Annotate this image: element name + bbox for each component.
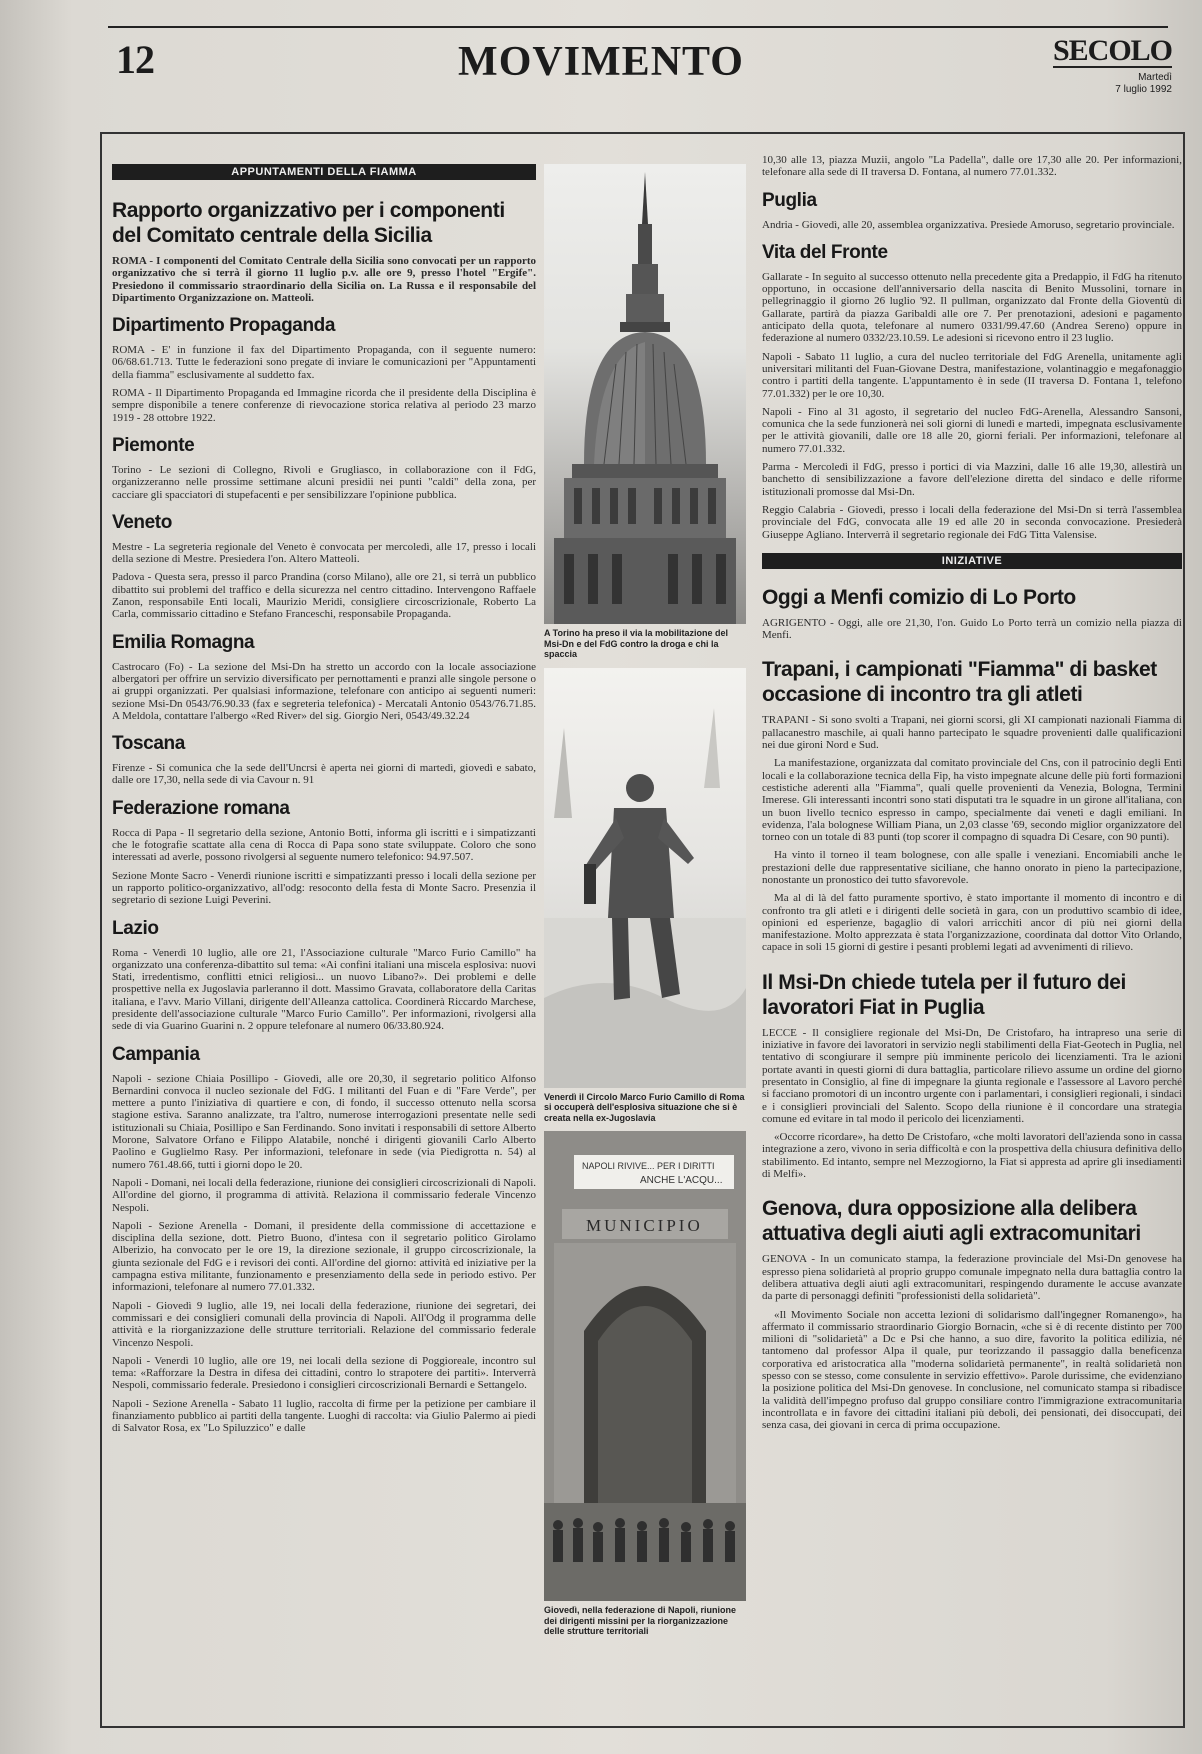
- masthead-date: [1053, 72, 1172, 96]
- appuntamenti-bar: APPUNTAMENTI DELLA FIAMMA: [112, 164, 536, 180]
- article-body: «Il Movimento Sociale non accetta lezioni di solidarismo dall'ingegner Romanengo», ha affermato il commissario straordinario Giorgio Bornacin, «che si è di recente distinto per 700 milioni di "solidarietà" a Dc e Psi che hanno, a suo dire, favorito la politica edilizia, né tantomeno dal professor Alpa il quale, pur teorizzando il passaggio dalla beneficenza corporativa ed aristocratica alla "moderna solidarietà permanente", in realtà solidarietà non spesso con se stesso, come consulente in servizio effettivo». Parole durissime, che evidenziano la posizione politica del Msi-Dn genovese. In conclusione, nel comunicato stampa si ribadisce la validità dell'impegno profuso dal gruppo consiliare contro l'immigrazione extracomunitaria incontrollata e in favore dei cittadini italiani più deboli, dei pensionati, dei disoccupati, dei senza casa, dei giovani in cerca di prima occupazione.: [762, 1308, 1182, 1432]
- iniziative-bar: INIZIATIVE: [762, 553, 1182, 569]
- section-heading: Lazio: [112, 917, 159, 939]
- section-heading: Dipartimento Propaganda: [112, 315, 336, 337]
- photo-column: [544, 164, 746, 1645]
- photo-municipio-napoli: [544, 1131, 746, 1601]
- page-number: 12: [116, 37, 154, 82]
- article-body: ROMA - E' in funzione il fax del Dipartimento Propaganda, con il seguente numero: 06/68.61.713. Tutte le federazioni sono pregate di inviare le comunicazioni per "Appuntamenti della fiamma" esclusivamente al suddetto fax.: [112, 344, 536, 381]
- article-body: La manifestazione, organizzata dal comitato provinciale del Cns, con il patrocinio degli Enti locali e la collaborazione tecnica della Fip, ha visto impegnate alcune delle più forti formazioni cestistiche aderenti alla "Fiamma", quali quelle provenienti da Venezia, Bologna, Termini Imerese. Gli interessanti incontri sono stati disputati tra le squadre in un girone all'italiana, con un buon livello tecnico espresso in campo, specialmente dai veneti e dagli emiliani. In evidenza, l'ala bolognese William Piana, un 2,03 classe '69, secondo miglior organizzatore del torneo con un totale di 83 punti (top scorer il compagno di squadra Di Cesare, con 90 punti).: [762, 757, 1182, 844]
- article-body: Napoli - Sezione Arenella - Sabato 11 luglio, raccolta di firme per la petizione per cambiare il finanziamento pubblico ai partiti della tangente. Luoghi di raccolta: via Giulio Palermo ai piedi di Salvator Rosa, ex "Lo Spiluzzico" e dalle: [112, 1397, 536, 1435]
- article-body: Napoli - Giovedì 9 luglio, alle 19, nei locali della federazione, riunione dei segretari, dei commissari e dei consiglieri comunali della provincia di Napoli. All'Odg il programma delle attività e la riorganizzazione delle strutture territoriali. Relazione del commissario federale Vincenzo Nespoli.: [112, 1299, 536, 1349]
- article-title: Rapporto organizzativo per i componenti del Comitato centrale della Sicilia: [112, 199, 505, 247]
- mole-antonelliana-image: [544, 164, 746, 624]
- photo-soldier: [544, 668, 746, 1088]
- article-body: Andria - Giovedì, alle 20, assemblea organizzativa. Presiede Amoruso, segretario provinciale.: [762, 218, 1175, 231]
- article-body: Firenze - Si comunica che la sede dell'Uncrsi è aperta nei giorni di martedì, giovedì e sabato, dalle ore 17,30, nella sede di via Cavour n. 91: [112, 762, 536, 787]
- article-body: «Occorre ricordare», ha detto De Cristofaro, «che molti lavoratori dell'azienda sono in cassa integrazione a zero, vivono in seria difficoltà e con la prospettiva della chiusura definitiva dello stabilimento. Ed intanto, sempre nel Mezzogiorno, la Fiat si appresta ad aprire gli insediamenti di Melfi».: [762, 1131, 1182, 1181]
- article-body: Sezione Monte Sacro - Venerdì riunione iscritti e simpatizzanti presso i locali della sezione per un rapporto politico-organizzativo, all'odg: resoconto della festa di Monte Sacro. Presenzia il segretario di sezione Luigi Peverini.: [112, 869, 536, 907]
- article-body: Torino - Le sezioni di Collegno, Rivoli e Grugliasco, in collaborazione con il FdG, organizzeranno nelle prossime settimane alcuni presidii nei punti "caldi" della zona, per cacciare gli spacciatori di stupefacenti e per sensibilizzare l'opinione pubblica.: [112, 463, 536, 501]
- municipio-sign: MUNICIPIO: [586, 1216, 703, 1235]
- banner-text-2: ANCHE L'ACQU...: [640, 1175, 723, 1186]
- section-heading: Piemonte: [112, 434, 195, 456]
- article-body: Reggio Calabria - Giovedì, presso i locali della federazione del Msi-Dn si terrà l'assemblea provinciale del FdG, convocata alle 19 ed alle 20 in seconda convocazione. Presiederà Giuseppe Agliano. Interverrà il segretario regionale dei FdG Titta Valensise.: [762, 503, 1182, 541]
- article-body: Ma al di là del fatto puramente sportivo, è stato importante il momento di incontro e di confronto tra gli atleti e i dirigenti delle società in gara, con un produttivo scambio di idee, opinioni ed esperienze, bagaglio di valori arricchiti ancor di più nei giorni della manifestazione. Molto apprezzata è stata l'organizzazione, coordinata dal dottor Vito Orlando, capace in soli 15 giorni di gestire i pesanti problemi legati ad avvenimenti di rilievo.: [762, 892, 1182, 954]
- article-body: Napoli - Venerdì 10 luglio, alle ore 19, nei locali della sezione di Poggioreale, incontro sul tema: «Rafforzare la Destra in difesa dei cittadini, contro lo strapotere dei partiti». Interverrà Nespoli, commissario federale. Presiedono i consiglieri circoscrizionali Bernardi e Settangelo.: [112, 1354, 536, 1392]
- article-body: GENOVA - In un comunicato stampa, la federazione provinciale del Msi-Dn genovese ha espresso piena solidarietà al proprio gruppo comunale impegnato nella dura battaglia contro la delibera attuativa degli aiuti agli extracomunitari, respingendo duramente le accuse avanzate da parte di personaggi definiti "professionisti della solidarietà".: [762, 1253, 1182, 1303]
- soldier-image: [544, 668, 746, 1088]
- section-heading: Puglia: [762, 189, 817, 211]
- article-body: 10,30 alle 13, piazza Muzii, angolo "La Padella", dalle ore 17,30 alle 20. Per informazioni, telefonare alla sede di II traversa D. Fontana, al numero 77.01.332.: [762, 154, 1182, 179]
- article-body: Napoli - sezione Chiaia Posillipo - Giovedì, alle ore 20,30, il segretario politico Alfonso Bernardini convoca il nucleo sezionale del FdG. I militanti del Fuan e di "Fare Verde", per mettere a punto l'iniziativa di quartiere e con, di fondo, il successo ottenuto nella scorsa stagione estiva. Saranno analizzate, tra l'altro, numerose interrogazioni presentate nelle sedi istituzionali su Chiaia, Posillipo e San Ferdinando. Sono invitati i responsabili di settore Alberto Morone, Salvatore Orfano e Filippo Alatabile, nonché i dirigenti giovanili Carlo Alberto Paolino e Guglielmo Rasy. Per informazioni, telefonare in sede (via Piedigrotta n. 54) al numero 761.48.66, tutti i giorni dopo le 20.: [112, 1072, 536, 1171]
- photo-caption: A Torino ha preso il via la mobilitazione del Msi-Dn e del FdG contro la droga e chi la spaccia: [544, 628, 729, 659]
- masthead-date-text: 7 luglio 1992: [1115, 84, 1172, 95]
- section-heading: Emilia Romagna: [112, 631, 255, 653]
- masthead-day: Martedì: [1138, 72, 1172, 83]
- article-body: Mestre - La segreteria regionale del Veneto è convocata per mercoledì, alle 17, presso i locali della sezione di Mestre. Presiedera l'on. Altero Matteoli.: [112, 540, 536, 566]
- article-body: ROMA - Il Dipartimento Propaganda ed Immagine ricorda che il presidente della Disciplina è sempre disponibile a tenere conferenze di rievocazione storica relativa al periodo 23 marzo 1919 - 28 ottobre 1922.: [112, 387, 536, 424]
- article-title: Genova, dura opposizione alla delibera attuativa degli aiuti agli extracomunitari: [762, 1197, 1141, 1246]
- article-body: Parma - Mercoledì il FdG, presso i portici di via Mazzini, dalle 16 alle 19,30, allestirà un banchetto di sensibilizzazione a favore dell'elezione diretta del sindaco e delle riforme istituzionali promosse dal Msi-Dn.: [762, 461, 1182, 498]
- article-body: Rocca di Papa - Il segretario della sezione, Antonio Botti, informa gli iscritti e i simpatizzanti che le fotografie scattate alla cena di Rocca di Papa sono state sviluppate. Coloro che sono interessati ad averle, possono rivolgersi al seguente numero telefonico: 94.97.507.: [112, 826, 536, 864]
- photo-mole-antonelliana: [544, 164, 746, 624]
- photo-caption: Venerdì il Circolo Marco Furio Camillo di Roma si occuperà dell'esplosiva situazione che si è creata nella ex-Jugoslavia: [544, 1091, 745, 1123]
- banner-text-1: NAPOLI RIVIVE... PER I DIRITTI: [582, 1161, 715, 1171]
- section-heading: Toscana: [112, 733, 185, 755]
- article-body: Napoli - Sezione Arenella - Domani, il presidente della commissione di accettazione e disciplina della sezione, dott. Pietro Buono, d'intesa con il segretario politico Girolamo Alberizio, ha convocato per le ore 19, la direzione sezionale, il gruppo circoscrizionale, la giunta sezionale del FdG e i revisori dei conti. All'ordine del giorno: attività ed iniziative per la campagna estiva militante, funzionamento e presenziamento della sede in periodo estivo. Per informazioni, telefonare al numero 77.01.332.: [112, 1219, 536, 1294]
- article-body: Ha vinto il torneo il team bolognese, con alle spalle i veneziani. Encomiabili anche le prestazioni delle due rappresentative siciliane, che hanno onorato in pieno la partecipazione, nonostante un pronostico dei tutto sfavorevole.: [762, 849, 1182, 886]
- section-heading: Campania: [112, 1043, 200, 1065]
- article-body: Gallarate - In seguito al successo ottenuto nella precedente gita a Predappio, il FdG ha ritenuto opportuno, in occasione dell'anniversario della nascita di Benito Mussolini, tornare in pellegrinaggio il giorno 26 luglio '92. Il pullman, organizzato dal Fronte della Gioventù di Gallarate, partirà da piazza Garibaldi alle ore 7. Per prenotazioni, adesioni e pagamento anticipato della quota, telefonare al numero 0331/99.47.60 (Andrea Sereno) oppure in federazione al numero 0332/23.10.59. Le adesioni si ricevono entro il 23 luglio.: [762, 270, 1182, 345]
- page-frame: [100, 132, 1185, 1728]
- article-body: AGRIGENTO - Oggi, alle ore 21,30, l'on. Guido Lo Porto terrà un comizio nella piazza di Menfi.: [762, 616, 1182, 642]
- article-body: ROMA - I componenti del Comitato Centrale della Sicilia sono convocati per un rapporto organizzativo che si terrà il giorno 11 luglio p.v. alle ore 9, presso l'hotel "Ergife". Presiedono il commissario straordinario della Sicilia on. La Russa e il responsabile del Dipartimento Organizzazione on. Matteoli.: [112, 255, 536, 304]
- article-body: Castrocaro (Fo) - La sezione del Msi-Dn ha stretto un accordo con la locale associazione albergatori per offrire un servizio diversificato per pernottamenti e pranzi alle singole persone o ai gruppi organizzati. Per qualsiasi informazione, telefonare con anticipo ai seguenti numeri: sezione Msi-Dn 0543/76.90.33 (fax e segreteria telefonica) - Mercatali Antonio 0543/76.71.85. A Meldola, contattare l'albergo «Red River» del sig. Giorgio Neri, 0543/49.32.24: [112, 660, 536, 722]
- article-title: Trapani, i campionati "Fiamma" di basket occasione di incontro tra gli atleti: [762, 658, 1157, 707]
- article-body: LECCE - Il consigliere regionale del Msi-Dn, De Cristofaro, ha intrapreso una serie di iniziative in favore dei lavoratori in servizio negli stabilimenti della Fiat-Geotech in Puglia, nel tentativo di scongiurare il sempre più imminente pericolo dei licenziamenti. Tra le azioni portate avanti in questi giorni di dura battaglia, particolare rilievo assume un ordine del giorno presentato in Consiglio, al fine di impegnare la giunta regionale e l'assessore al Lavoro perché si facciano promotori di un incontro urgente con i parlamentari, i consiglieri regionali, i sindaci e i consiglieri provinciali del Salento. Scopo della riunione è il concordare una strategia comune ed evitare in tal modo il pericolo dei licenziamenti.: [762, 1026, 1182, 1125]
- article-body: Napoli - Fino al 31 agosto, il segretario del nucleo FdG-Arenella, Alessandro Sansoni, comunica che la sede funzionerà nei soli giorni di lunedì e martedì, impegnata esclusivamente per le attività giovanili, dalle ore 18 alle 20, giorni feriali. Per informazioni, telefonare al numero 77.01.332.: [762, 405, 1182, 455]
- section-heading: Veneto: [112, 511, 172, 533]
- article-title: Il Msi-Dn chiede tutela per il futuro dei lavoratori Fiat in Puglia: [762, 970, 1126, 1019]
- article-body: Napoli - Domani, nei locali della federazione, riunione dei consiglieri circoscrizionali di Napoli. All'ordine del giorno, il programma di attività. Relaziona il commissario federale Vincenzo Nespoli.: [112, 1176, 536, 1214]
- header-rule: [108, 26, 1168, 28]
- article-body: TRAPANI - Si sono svolti a Trapani, nei giorni scorsi, gli XI campionati nazionali Fiamma di pallacanestro maschile, ai quali hanno partecipato le squadre provenienti dalle qualificazioni nei due gironi Nord e Sud.: [762, 714, 1182, 752]
- article-body: Roma - Venerdì 10 luglio, alle ore 21, l'Associazione culturale "Marco Furio Camillo" ha organizzato una conferenza-dibattito sul tema: «Ai confini italiani una miscela esplosiva: nuovi Stati, irredentismo, conflitti etnici religiosi... un nuovo Libano?». Dei problemi e delle prospettive nella ex Jugoslavia parleranno il dott. Massimo Gravata, collaboratore della Caritas italiana, e l'avv. Mario Villani, dirigente dell'Alleanza cattolica. Coordinerà Riccardo Marchese, presidente dell'associazione culturale "Marco Furio Camillo". Per informazioni, rivolgersi alla sede di via Guarino Guarini n. 2 oppure telefonare al numero 06/33.80.924.: [112, 946, 536, 1033]
- masthead-name: SECOLO: [1052, 34, 1172, 67]
- article-body: Napoli - Sabato 11 luglio, a cura del nucleo territoriale del FdG Arenella, unitamente agli universitari militanti del Fuan-Giovane Destra, manifestazione, volantinaggio e megafonaggio contro i partiti della tangente. L'appuntamento è in sede (II traversa D. Fontana 1, telefono 77.01.332) per le ore 10,30.: [762, 350, 1182, 400]
- section-heading: Vita del Fronte: [762, 241, 888, 263]
- masthead: [1053, 36, 1172, 96]
- municipio-image: [544, 1131, 746, 1601]
- article-body: Padova - Questa sera, presso il parco Prandina (corso Milano), alle ore 21, si terrà un pubblico dibattito sui problemi del traffico e della sicurezza nel centro cittadino. Intervengono Raffaele Zanon, responsabile Enti locali, Maurizio Meridi, consigliere circoscrizionale, Roberto La Carla, commissario cittadino e Stefano Franceschi, responsabile Propaganda.: [112, 571, 536, 621]
- right-column: [762, 154, 1182, 1437]
- section-heading: Federazione romana: [112, 797, 290, 819]
- article-title: Oggi a Menfi comizio di Lo Porto: [762, 585, 1076, 609]
- left-column: [112, 164, 536, 1441]
- section-title: MOVIMENTO: [458, 39, 744, 85]
- photo-caption: Giovedì, nella federazione di Napoli, riunione dei dirigenti missini per la riorganizzazione delle strutture territoriali: [544, 1605, 737, 1636]
